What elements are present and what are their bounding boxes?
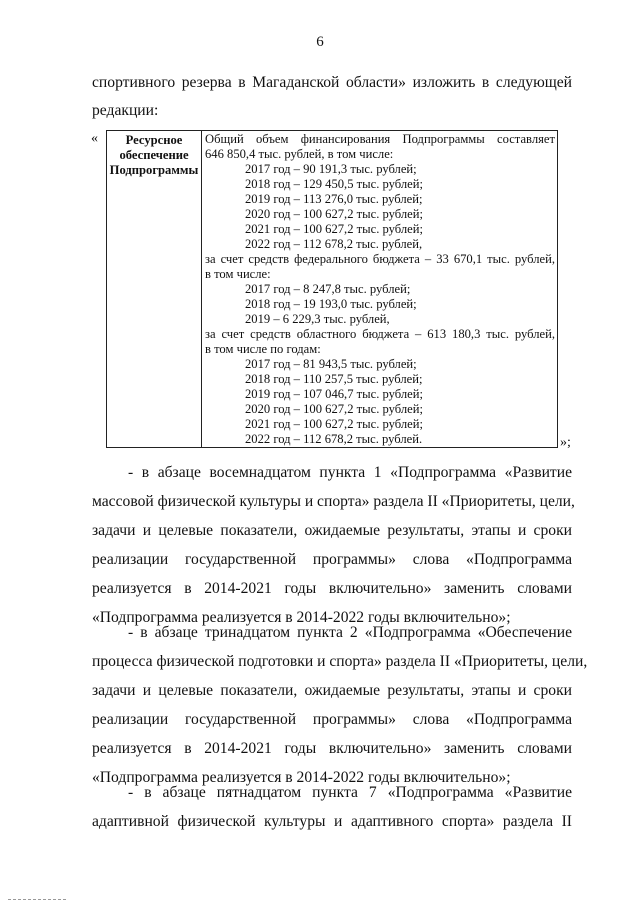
text-line: адаптивной физической культуры и адаптивного спорта» раздела II [92,813,572,830]
year-line: 2019 год – 113 276,0 тыс. рублей; [245,192,423,206]
year-line: 2019 – 6 229,3 тыс. рублей, [245,312,390,326]
text-line: реализации государственной программы» слова «Подпрограмма [92,551,572,568]
text-line: задачи и целевые показатели, ожидаемые результаты, этапы и сроки [92,522,572,539]
year-line: 2020 год – 100 627,2 тыс. рублей; [245,207,423,221]
year-line: 2017 год – 90 191,3 тыс. рублей; [245,162,417,176]
year-line: 2020 год – 100 627,2 тыс. рублей; [245,402,423,416]
text-line: процесса физической подготовки и спорта» раздела II «Приоритеты, цели, [92,653,588,670]
table-text-line: за счет средств областного бюджета – 613 180,3 тыс. рублей, [205,327,555,341]
resource-table [106,130,558,448]
text-line: массовой физической культуры и спорта» раздела II «Приоритеты, цели, [92,493,575,510]
year-line: 2017 год – 81 943,5 тыс. рублей; [245,357,417,371]
text-line: реализации государственной программы» слова «Подпрограмма [92,711,572,728]
text-line: реализуется в 2014-2021 годы включительно» заменить словами [92,740,572,757]
table-label-cell [107,131,202,447]
text-line: «Подпрограмма реализуется в 2014-2022 годы включительно»; [92,769,511,786]
year-line: 2021 год – 100 627,2 тыс. рублей; [245,417,423,431]
year-line: 2018 год – 129 450,5 тыс. рублей; [245,177,423,191]
text-line: реализуется в 2014-2021 годы включительно» заменить словами [92,580,572,597]
year-line: 2018 год – 110 257,5 тыс. рублей; [245,372,423,386]
text-line: «Подпрограмма реализуется в 2014-2022 годы включительно»; [92,609,511,626]
table-text-line: Общий объем финансирования Подпрограммы составляет [205,132,555,146]
text-line: редакции: [92,102,159,119]
opening-quote-mark: « [91,131,98,146]
year-line: 2022 год – 112 678,2 тыс. рублей, [245,237,423,251]
text-line: - в абзаце тринадцатом пункта 2 «Подпрограмма «Обеспечение [128,624,572,641]
year-line: 2017 год – 8 247,8 тыс. рублей; [245,282,411,296]
page-number: 6 [316,34,324,50]
table-text-line: в том числе по годам: [205,342,321,356]
closing-quote-mark: »; [560,435,571,450]
footer-divider [8,899,66,900]
table-label-line: Подпрограммы [109,163,199,177]
table-value-cell [205,132,555,447]
year-line: 2018 год – 19 193,0 тыс. рублей; [245,297,417,311]
text-line: - в абзаце восемнадцатом пункта 1 «Подпрограмма «Развитие [128,464,572,481]
table-label-line: Ресурсное [125,133,183,147]
year-line: 2022 год – 112 678,2 тыс. рублей. [245,432,423,446]
table-text-line: в том числе: [205,267,271,281]
table-text-line: 646 850,4 тыс. рублей, в том числе: [205,147,394,161]
text-line: спортивного резерва в Магаданской области» изложить в следующей [92,74,572,91]
table-label-line: обеспечение [119,148,189,162]
table-text-line: за счет средств федерального бюджета – 33 670,1 тыс. рублей, [205,252,555,266]
year-line: 2019 год – 107 046,7 тыс. рублей; [245,387,423,401]
text-line: задачи и целевые показатели, ожидаемые результаты, этапы и сроки [92,682,572,699]
text-line: - в абзаце пятнадцатом пункта 7 «Подпрограмма «Развитие [128,784,572,801]
year-line: 2021 год – 100 627,2 тыс. рублей; [245,222,423,236]
